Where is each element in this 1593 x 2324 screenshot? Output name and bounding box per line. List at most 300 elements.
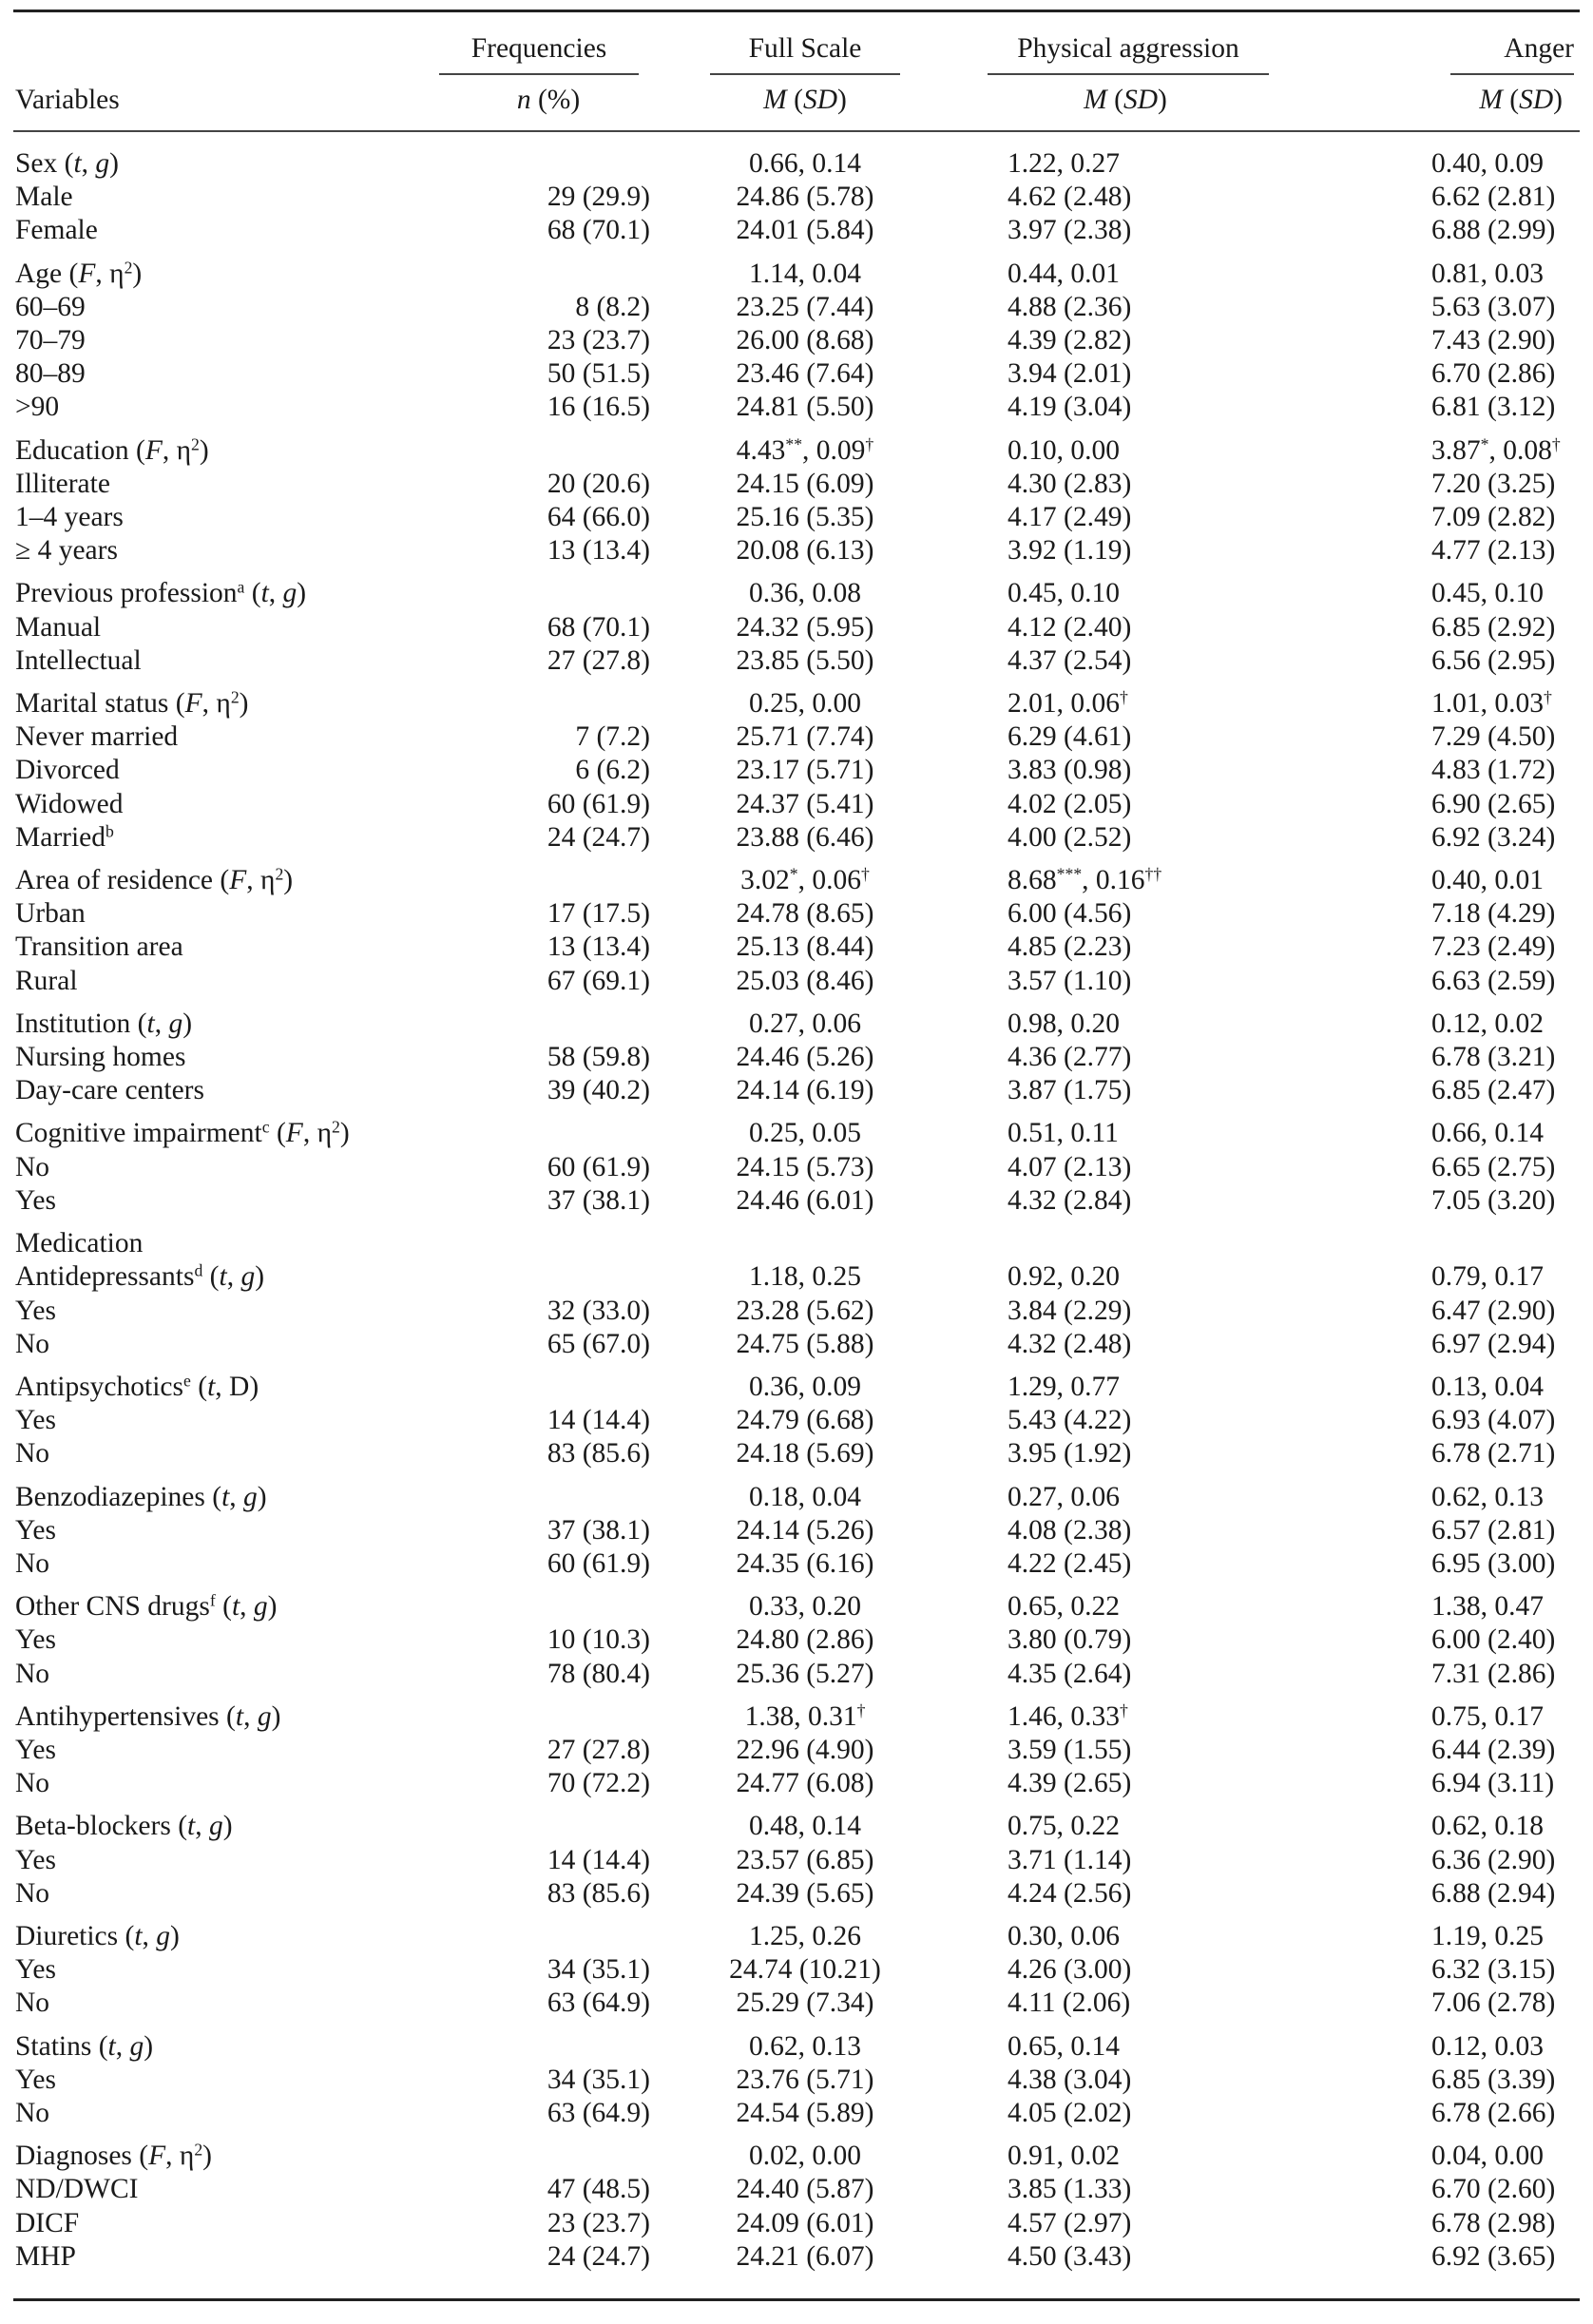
variable-label: Area of residence (F, $\eta^2$) (15, 864, 294, 896)
table-row (13, 611, 1580, 644)
stat-full-scale: 0.48, 0.14 (749, 1811, 861, 1842)
table-row (13, 1767, 1580, 1800)
category-label: Intellectual (15, 644, 142, 676)
table-row (13, 1295, 1580, 1328)
category-label: No (15, 2097, 50, 2128)
variable-label: Benzodiazepines (t, g) (15, 1481, 267, 1512)
physical-aggression-cell: 3.94 (2.01) (1008, 358, 1132, 390)
header-sub-m-sd-full: M (SD) (763, 85, 847, 115)
frequency-cell: 34 (35.1) (547, 2064, 650, 2095)
frequency-cell: 6 (6.2) (575, 755, 650, 786)
anger-cell: 7.05 (3.20) (1431, 1184, 1556, 1216)
frequency-cell: 65 (67.0) (547, 1328, 650, 1359)
stat-physical-aggression: 1.29, 0.77 (1008, 1371, 1120, 1402)
frequency-cell: 50 (51.5) (547, 358, 650, 390)
frequency-cell: 32 (33.0) (547, 1295, 650, 1326)
category-label: Yes (15, 1624, 56, 1656)
stat-physical-aggression: 2.01, 0.06† (1008, 687, 1128, 720)
full-scale-cell: 24.14 (6.19) (736, 1075, 874, 1106)
empty-cell (411, 425, 667, 468)
table-row (13, 291, 1580, 324)
anger-cell: 6.78 (3.21) (1431, 1042, 1556, 1073)
physical-aggression-cell: 4.30 (2.83) (1008, 468, 1132, 499)
category-label: No (15, 1768, 50, 1799)
table-row (13, 1547, 1580, 1581)
empty-cell (411, 1260, 667, 1294)
stat-anger: 1.19, 0.25 (1431, 1920, 1544, 1951)
full-scale-cell: 25.16 (5.35) (736, 502, 874, 533)
physical-aggression-cell: 3.87 (1.75) (1008, 1075, 1132, 1106)
table-row (13, 1658, 1580, 1691)
table-row (13, 1514, 1580, 1547)
table-row (13, 534, 1580, 567)
physical-aggression-cell: 4.50 (3.43) (1008, 2240, 1132, 2272)
anger-cell: 7.20 (3.25) (1431, 468, 1556, 499)
table-row (13, 1844, 1580, 1877)
variable-label: Sex (t, g) (15, 148, 119, 179)
frequency-cell: 13 (13.4) (547, 535, 650, 567)
stat-physical-aggression: 0.45, 0.10 (1008, 578, 1120, 609)
frequency-cell: 23 (23.7) (547, 2207, 650, 2238)
stat-anger: 0.13, 0.04 (1431, 1371, 1544, 1402)
empty-cell (411, 998, 667, 1041)
physical-aggression-cell: 4.05 (2.02) (1008, 2097, 1132, 2128)
stat-full-scale: 3.02*, 0.06† (740, 864, 870, 896)
anger-cell: 6.00 (2.40) (1431, 1624, 1556, 1656)
anger-cell: 6.81 (3.12) (1431, 392, 1556, 423)
category-label: Never married (15, 721, 179, 753)
physical-aggression-cell: 4.11 (2.06) (1008, 1988, 1131, 2019)
variable-group-row (13, 1107, 1580, 1150)
physical-aggression-cell: 4.85 (2.23) (1008, 932, 1132, 963)
empty-cell (411, 678, 667, 720)
stat-full-scale: 1.14, 0.04 (749, 258, 861, 289)
frequency-cell: 34 (35.1) (547, 1954, 650, 1986)
category-label: Yes (15, 1184, 56, 1216)
full-scale-cell: 24.79 (6.68) (736, 1405, 874, 1436)
physical-aggression-cell: 4.39 (2.82) (1008, 325, 1132, 356)
stat-anger: 0.75, 0.17 (1431, 1700, 1544, 1732)
stat-full-scale: 0.33, 0.20 (749, 1591, 861, 1623)
table-row (13, 2207, 1580, 2240)
frequency-cell: 63 (64.9) (547, 1988, 650, 2019)
frequency-cell: 67 (69.1) (547, 965, 650, 996)
header-anger: Anger (1314, 12, 1580, 75)
full-scale-cell: 24.78 (8.65) (736, 898, 874, 930)
physical-aggression-cell: 3.84 (2.29) (1008, 1295, 1132, 1326)
full-scale-cell: 22.96 (4.90) (736, 1734, 874, 1765)
anger-cell: 6.65 (2.75) (1431, 1151, 1556, 1182)
physical-aggression-cell: 3.57 (1.10) (1008, 965, 1132, 996)
frequency-cell: 29 (29.9) (547, 182, 650, 213)
stat-full-scale: 0.36, 0.09 (749, 1371, 861, 1402)
frequency-cell: 8 (8.2) (575, 291, 650, 322)
full-scale-cell: 23.17 (5.71) (736, 755, 874, 786)
anger-cell: 5.63 (3.07) (1431, 291, 1556, 322)
frequency-cell: 60 (61.9) (547, 788, 650, 819)
anger-cell: 6.70 (2.60) (1431, 2174, 1556, 2205)
variable-group-row (13, 2021, 1580, 2064)
variable-group-row (13, 1911, 1580, 1953)
physical-aggression-cell: 4.39 (2.65) (1008, 1768, 1132, 1799)
full-scale-cell: 24.46 (5.26) (736, 1042, 874, 1073)
physical-aggression-cell: 3.92 (1.19) (1008, 535, 1132, 567)
anger-cell: 6.94 (3.11) (1431, 1768, 1555, 1799)
frequency-cell: 70 (72.2) (547, 1768, 650, 1799)
table-row (13, 1404, 1580, 1437)
table-row (13, 468, 1580, 501)
frequency-cell: 60 (61.9) (547, 1547, 650, 1579)
stat-full-scale: 0.02, 0.00 (749, 2141, 861, 2172)
empty-cell (411, 1691, 667, 1734)
physical-aggression-cell: 4.57 (2.97) (1008, 2207, 1132, 2238)
stat-full-scale: 0.62, 0.13 (749, 2030, 861, 2062)
table-row (13, 1953, 1580, 1987)
category-label: Male (15, 182, 73, 213)
anger-cell: 6.88 (2.94) (1431, 1877, 1556, 1909)
category-label: ≥ 4 years (15, 535, 118, 567)
variable-label: Antihypertensives (t, g) (15, 1700, 281, 1732)
anger-cell: 7.23 (2.49) (1431, 932, 1556, 963)
full-scale-cell: 24.74 (10.21) (729, 1954, 881, 1986)
full-scale-cell: 24.77 (6.08) (736, 1768, 874, 1799)
table-row (13, 2064, 1580, 2097)
section-heading: Medication (15, 1228, 144, 1259)
stat-anger: 3.87*, 0.08† (1431, 433, 1561, 466)
full-scale-cell: 24.81 (5.50) (736, 392, 874, 423)
full-scale-cell: 25.13 (8.44) (736, 932, 874, 963)
physical-aggression-cell: 3.71 (1.14) (1008, 1844, 1132, 1875)
anger-cell: 6.97 (2.94) (1431, 1328, 1556, 1359)
table-row (13, 1184, 1580, 1218)
full-scale-cell: 25.03 (8.46) (736, 965, 874, 996)
frequency-cell: 23 (23.7) (547, 325, 650, 356)
full-scale-cell: 24.86 (5.78) (736, 182, 874, 213)
variable-label: Previous profession$^a$ (t, g) (15, 577, 307, 609)
empty-cell (411, 248, 667, 291)
frequency-cell: 24 (24.7) (547, 821, 650, 853)
table-row (13, 644, 1580, 678)
results-table (13, 12, 1580, 2287)
category-label: Yes (15, 1405, 56, 1436)
variable-group-row (13, 998, 1580, 1041)
frequency-cell: 20 (20.6) (547, 468, 650, 499)
variable-group-row (13, 425, 1580, 468)
variable-group-row (13, 1471, 1580, 1514)
header-sub-m-sd-anger: M (SD) (1479, 85, 1563, 115)
stat-physical-aggression: 8.68***, 0.16†† (1008, 864, 1162, 896)
physical-aggression-cell: 4.12 (2.40) (1008, 611, 1132, 643)
table-row (13, 2097, 1580, 2130)
stat-physical-aggression: 0.30, 0.06 (1008, 1920, 1120, 1951)
variable-label: Diagnoses (F, $\eta^2$) (15, 2140, 212, 2172)
category-label: Married$^b$ (15, 821, 114, 853)
header-sub-m-sd-phys: M (SD) (1084, 85, 1167, 115)
stat-physical-aggression: 0.65, 0.22 (1008, 1591, 1120, 1623)
physical-aggression-cell: 3.97 (2.38) (1008, 215, 1132, 246)
physical-aggression-cell: 4.88 (2.36) (1008, 291, 1132, 322)
physical-aggression-cell: 3.83 (0.98) (1008, 755, 1132, 786)
variable-group-row (13, 132, 1580, 181)
physical-aggression-cell: 4.37 (2.54) (1008, 644, 1132, 676)
variable-group-row (13, 1691, 1580, 1734)
section-heading-row (13, 1218, 1580, 1260)
full-scale-cell: 24.54 (5.89) (736, 2097, 874, 2128)
category-label: >90 (15, 392, 60, 423)
table-row (13, 965, 1580, 998)
category-label: 1–4 years (15, 502, 124, 533)
variable-group-row (13, 2130, 1580, 2173)
header-group-row (13, 12, 1580, 75)
anger-cell: 7.31 (2.86) (1431, 1658, 1556, 1689)
anger-cell: 6.47 (2.90) (1431, 1295, 1556, 1326)
variable-group-row (13, 855, 1580, 897)
category-label: Urban (15, 898, 86, 930)
variable-label: Diuretics (t, g) (15, 1920, 180, 1951)
full-scale-cell: 23.85 (5.50) (736, 644, 874, 676)
stat-full-scale: 0.25, 0.00 (749, 688, 861, 720)
stat-full-scale: 1.18, 0.25 (749, 1261, 861, 1293)
physical-aggression-cell: 6.29 (4.61) (1008, 721, 1132, 753)
physical-aggression-cell: 4.62 (2.48) (1008, 182, 1132, 213)
category-label: No (15, 1988, 50, 2019)
frequency-cell: 47 (48.5) (547, 2174, 650, 2205)
category-label: Yes (15, 1844, 56, 1875)
frequency-cell: 10 (10.3) (547, 1624, 650, 1656)
results-table-container (13, 10, 1580, 2301)
table-row (13, 501, 1580, 534)
variable-label: Antidepressants$^d$ (t, g) (15, 1260, 265, 1293)
anger-cell: 7.06 (2.78) (1431, 1988, 1556, 2019)
physical-aggression-cell: 4.32 (2.48) (1008, 1328, 1132, 1359)
anger-cell: 7.43 (2.90) (1431, 325, 1556, 356)
variable-group-row (13, 1800, 1580, 1843)
table-row (13, 897, 1580, 931)
full-scale-cell: 25.29 (7.34) (736, 1988, 874, 2019)
category-label: 60–69 (15, 291, 86, 322)
empty-cell (411, 1800, 667, 1843)
anger-cell: 6.57 (2.81) (1431, 1514, 1556, 1546)
stat-full-scale: 0.25, 0.05 (749, 1118, 861, 1149)
physical-aggression-cell: 5.43 (4.22) (1008, 1405, 1132, 1436)
frequency-cell: 37 (38.1) (547, 1514, 650, 1546)
category-label: Transition area (15, 932, 183, 963)
frequency-cell: 68 (70.1) (547, 611, 650, 643)
physical-aggression-cell: 4.38 (3.04) (1008, 2064, 1132, 2095)
empty-cell (411, 1361, 667, 1404)
table-row (13, 214, 1580, 247)
category-label: No (15, 1328, 50, 1359)
full-scale-cell: 23.76 (5.71) (736, 2064, 874, 2095)
stat-anger: 0.12, 0.02 (1431, 1008, 1544, 1039)
table-row (13, 1437, 1580, 1470)
full-scale-cell: 24.40 (5.87) (736, 2174, 874, 2205)
variable-label: Statins (t, g) (15, 2030, 154, 2062)
anger-cell: 6.44 (2.39) (1431, 1734, 1556, 1765)
stat-full-scale: 0.27, 0.06 (749, 1008, 861, 1039)
anger-cell: 6.92 (3.24) (1431, 821, 1556, 853)
variable-group-row (13, 678, 1580, 720)
anger-cell: 6.95 (3.00) (1431, 1547, 1556, 1579)
category-label: No (15, 1658, 50, 1689)
variable-group-row (13, 1260, 1580, 1294)
table-row (13, 1877, 1580, 1911)
physical-aggression-cell: 6.00 (4.56) (1008, 898, 1132, 930)
stat-physical-aggression: 0.51, 0.11 (1008, 1118, 1119, 1149)
variable-group-row (13, 567, 1580, 610)
full-scale-cell: 24.21 (6.07) (736, 2240, 874, 2272)
variable-label: Antipsychotics$^e$ (t, D) (15, 1371, 259, 1402)
stat-anger: 0.12, 0.03 (1431, 2030, 1544, 2062)
frequency-cell: 16 (16.5) (547, 392, 650, 423)
table-row (13, 1623, 1580, 1657)
variable-label: Cognitive impairment$^c$ (F, $\eta^2$) (15, 1117, 350, 1149)
variable-label: Education (F, $\eta^2$) (15, 433, 209, 466)
full-scale-cell: 24.35 (6.16) (736, 1547, 874, 1579)
category-label: Yes (15, 1295, 56, 1326)
variable-group-row (13, 248, 1580, 291)
anger-cell: 6.70 (2.86) (1431, 358, 1556, 390)
stat-physical-aggression: 0.75, 0.22 (1008, 1811, 1120, 1842)
physical-aggression-cell: 3.59 (1.55) (1008, 1734, 1132, 1765)
table-row (13, 1151, 1580, 1184)
stat-full-scale: 1.38, 0.31† (744, 1700, 866, 1732)
frequency-cell: 60 (61.9) (547, 1151, 650, 1182)
stat-anger: 0.40, 0.01 (1431, 865, 1544, 896)
category-label: Illiterate (15, 468, 110, 499)
category-label: Yes (15, 2064, 56, 2095)
full-scale-cell: 25.71 (7.74) (736, 721, 874, 753)
stat-physical-aggression: 1.46, 0.33† (1008, 1700, 1128, 1732)
frequency-cell: 83 (85.6) (547, 1438, 650, 1469)
frequency-cell: 24 (24.7) (547, 2240, 650, 2272)
full-scale-cell: 23.88 (6.46) (736, 821, 874, 853)
stat-full-scale: 4.43**, 0.09† (736, 433, 874, 466)
anger-cell: 6.85 (2.47) (1431, 1075, 1556, 1106)
header-variables: Variables (15, 85, 120, 115)
physical-aggression-cell: 3.85 (1.33) (1008, 2174, 1132, 2205)
physical-aggression-cell: 4.36 (2.77) (1008, 1042, 1132, 1073)
bottom-rule (13, 2298, 1580, 2301)
table-row (13, 788, 1580, 821)
stat-physical-aggression: 0.98, 0.20 (1008, 1008, 1120, 1039)
physical-aggression-cell: 4.22 (2.45) (1008, 1547, 1132, 1579)
stat-physical-aggression: 0.44, 0.01 (1008, 258, 1120, 289)
variable-group-row (13, 1581, 1580, 1623)
frequency-cell: 14 (14.4) (547, 1844, 650, 1875)
physical-aggression-cell: 4.00 (2.52) (1008, 821, 1132, 853)
category-label: Nursing homes (15, 1042, 186, 1073)
physical-aggression-cell: 4.32 (2.84) (1008, 1184, 1132, 1216)
full-scale-cell: 24.18 (5.69) (736, 1438, 874, 1469)
category-label: No (15, 1438, 50, 1469)
empty-cell (411, 1471, 667, 1514)
full-scale-cell: 24.80 (2.86) (736, 1624, 874, 1656)
frequency-cell: 39 (40.2) (547, 1075, 650, 1106)
category-label: 70–79 (15, 325, 86, 356)
full-scale-cell: 24.32 (5.95) (736, 611, 874, 643)
stat-physical-aggression: 0.27, 0.06 (1008, 1481, 1120, 1512)
category-label: Widowed (15, 788, 124, 819)
physical-aggression-cell: 4.07 (2.13) (1008, 1151, 1132, 1182)
anger-cell: 6.85 (3.39) (1431, 2064, 1556, 2095)
table-row (13, 1734, 1580, 1767)
frequency-cell: 68 (70.1) (547, 215, 650, 246)
header-empty (13, 12, 411, 75)
category-label: No (15, 1877, 50, 1909)
frequency-cell: 27 (27.8) (547, 1734, 650, 1765)
full-scale-cell: 23.28 (5.62) (736, 1295, 874, 1326)
anger-cell: 7.09 (2.82) (1431, 502, 1556, 533)
anger-cell: 6.78 (2.71) (1431, 1438, 1556, 1469)
full-scale-cell: 20.08 (6.13) (736, 535, 874, 567)
category-label: Divorced (15, 755, 120, 786)
table-row (13, 1041, 1580, 1074)
full-scale-cell: 24.46 (6.01) (736, 1184, 874, 1216)
stat-full-scale: 0.66, 0.14 (749, 148, 861, 179)
empty-cell (411, 567, 667, 610)
category-label: Day-care centers (15, 1075, 204, 1106)
anger-cell: 6.63 (2.59) (1431, 965, 1556, 996)
stat-full-scale: 0.36, 0.08 (749, 578, 861, 609)
variable-label: Institution (t, g) (15, 1008, 193, 1039)
table-row (13, 720, 1580, 754)
stat-anger: 1.38, 0.47 (1431, 1591, 1544, 1623)
variable-label: Marital status (F, $\eta^2$) (15, 687, 249, 720)
table-row (13, 2240, 1580, 2287)
category-label: DICF (15, 2207, 80, 2238)
anger-cell: 6.88 (2.99) (1431, 215, 1556, 246)
anger-cell: 4.83 (1.72) (1431, 755, 1556, 786)
stat-anger: 0.79, 0.17 (1431, 1261, 1544, 1293)
stat-anger: 0.45, 0.10 (1431, 578, 1544, 609)
table-body (13, 132, 1580, 2287)
table-row (13, 181, 1580, 214)
header-physical-aggression: Physical aggression (943, 12, 1314, 75)
category-label: MHP (15, 2240, 76, 2272)
header-sub-row (13, 75, 1580, 130)
table-row (13, 931, 1580, 964)
full-scale-cell: 24.15 (6.09) (736, 468, 874, 499)
variable-label: Age (F, $\eta^2$) (15, 257, 143, 289)
category-label: Yes (15, 1734, 56, 1765)
physical-aggression-cell: 4.17 (2.49) (1008, 502, 1132, 533)
anger-cell: 6.78 (2.98) (1431, 2207, 1556, 2238)
table-row (13, 1987, 1580, 2020)
empty-cell (411, 1911, 667, 1953)
frequency-cell: 17 (17.5) (547, 898, 650, 930)
frequency-cell: 58 (59.8) (547, 1042, 650, 1073)
table-row (13, 357, 1580, 391)
frequency-cell: 7 (7.2) (575, 721, 650, 753)
stat-anger: 0.81, 0.03 (1431, 258, 1544, 289)
frequency-cell: 64 (66.0) (547, 502, 650, 533)
stat-full-scale: 0.18, 0.04 (749, 1481, 861, 1512)
header-full-scale: Full Scale (667, 12, 943, 75)
anger-cell: 6.32 (3.15) (1431, 1954, 1556, 1986)
stat-anger: 0.62, 0.13 (1431, 1481, 1544, 1512)
table-row (13, 2173, 1580, 2206)
full-scale-cell: 23.46 (7.64) (736, 358, 874, 390)
stat-anger: 0.40, 0.09 (1431, 148, 1544, 179)
physical-aggression-cell: 4.08 (2.38) (1008, 1514, 1132, 1546)
category-label: Yes (15, 1954, 56, 1986)
anger-cell: 6.85 (2.92) (1431, 611, 1556, 643)
physical-aggression-cell: 4.24 (2.56) (1008, 1877, 1132, 1909)
physical-aggression-cell: 3.80 (0.79) (1008, 1624, 1132, 1656)
anger-cell: 6.36 (2.90) (1431, 1844, 1556, 1875)
table-row (13, 754, 1580, 787)
